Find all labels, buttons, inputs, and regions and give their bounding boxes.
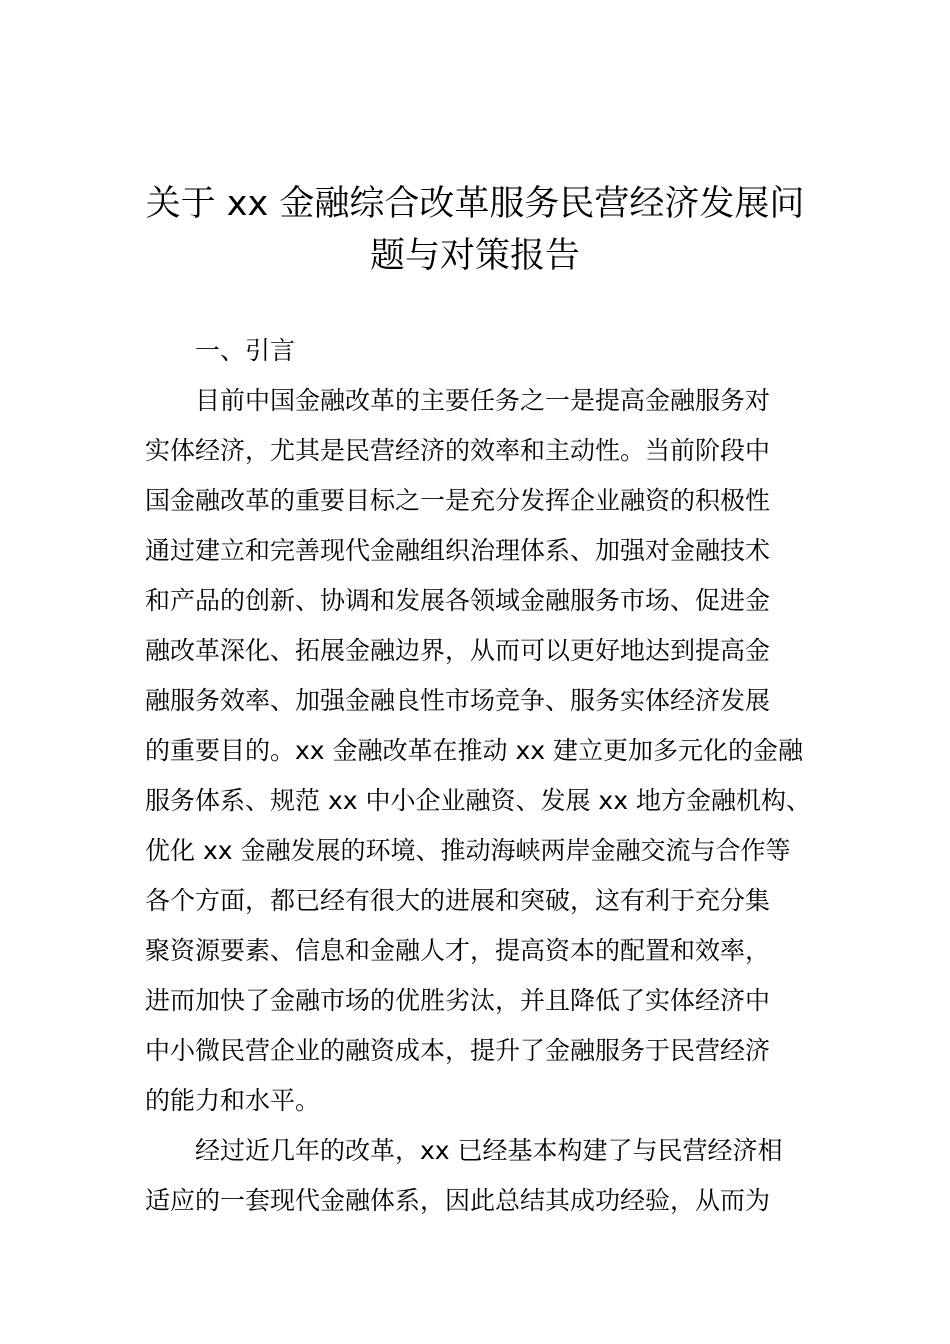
paragraph-line: 的能力和水平。 bbox=[145, 1086, 321, 1115]
document-body bbox=[145, 326, 815, 1226]
title-line: 题与对策报告 bbox=[369, 236, 580, 276]
paragraph-line: 融改革深化、拓展金融边界，从而可以更好地达到提高金 bbox=[145, 636, 771, 665]
title-line: 关于 xx 金融综合改革服务民营经济发展问 bbox=[145, 184, 805, 224]
paragraph-line: 各个方面，都已经有很大的进展和突破，这有利于充分集 bbox=[145, 886, 771, 915]
paragraph-line: 适应的一套现代金融体系，因此总结其成功经验，从而为 bbox=[145, 1186, 771, 1215]
paragraph-line: 目前中国金融改革的主要任务之一是提高金融服务对 bbox=[195, 386, 771, 415]
paragraph-line: 进而加快了金融市场的优胜劣汰，并且降低了实体经济中 bbox=[145, 986, 771, 1015]
paragraph-line: 经过近几年的改革，xx 已经基本构建了与民营经济相 bbox=[195, 1136, 783, 1165]
paragraph-line: 融服务效率、加强金融良性市场竞争、服务实体经济发展 bbox=[145, 686, 771, 715]
section-heading: 一、引言 bbox=[195, 336, 296, 365]
paragraph-line: 国金融改革的重要目标之一是充分发挥企业融资的积极性 bbox=[145, 486, 771, 515]
paragraph-line: 的重要目的。xx 金融改革在推动 xx 建立更加多元化的金融 bbox=[145, 736, 804, 765]
paragraph-line: 和产品的创新、协调和发展各领域金融服务市场、促进金 bbox=[145, 586, 771, 615]
paragraph-line: 通过建立和完善现代金融组织治理体系、加强对金融技术 bbox=[145, 536, 771, 565]
paragraph-line: 实体经济，尤其是民营经济的效率和主动性。当前阶段中 bbox=[145, 436, 771, 465]
document-title bbox=[140, 178, 810, 282]
paragraph-line: 聚资源要素、信息和金融人才，提高资本的配置和效率， bbox=[145, 936, 771, 965]
paragraph-line: 优化 xx 金融发展的环境、推动海峡两岸金融交流与合作等 bbox=[145, 836, 791, 865]
paragraph-line: 服务体系、规范 xx 中小企业融资、发展 xx 地方金融机构、 bbox=[145, 786, 811, 815]
paragraph-line: 中小微民营企业的融资成本，提升了金融服务于民营经济 bbox=[145, 1036, 771, 1065]
